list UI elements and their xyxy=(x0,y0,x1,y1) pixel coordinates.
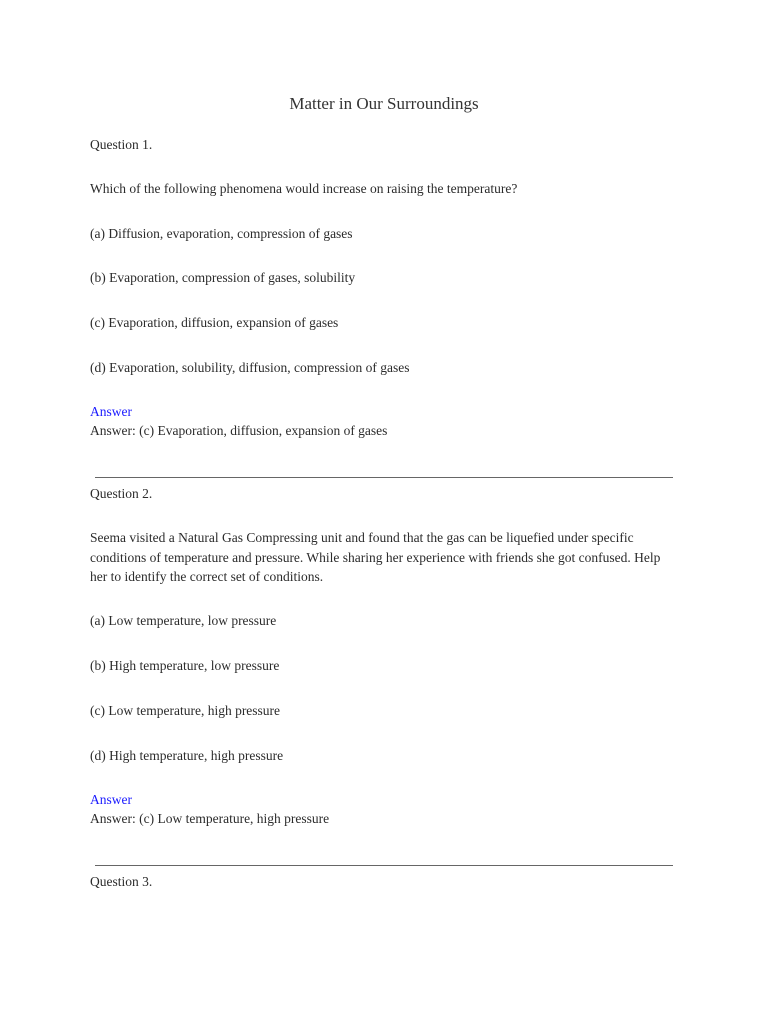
question-2-answer-text: Answer: (c) Low temperature, high pressure xyxy=(90,811,330,826)
question-2-option-c: (c) Low temperature, high pressure xyxy=(90,703,281,718)
question-1-text: Which of the following phenomena would increase on raising the temperature? xyxy=(90,181,518,196)
question-1-option-d: (d) Evaporation, solubility, diffusion, compression of gases xyxy=(90,360,410,375)
question-1-answer-text: Answer: (c) Evaporation, diffusion, expansion of gases xyxy=(90,423,388,438)
question-1-answer-link[interactable]: Answer xyxy=(90,404,132,419)
question-1-option-b: (b) Evaporation, compression of gases, solubility xyxy=(90,270,356,285)
question-2-label: Question 2. xyxy=(90,486,153,501)
question-2-option-d: (d) High temperature, high pressure xyxy=(90,748,284,763)
question-1-label: Question 1. xyxy=(90,137,153,152)
question-3-label: Question 3. xyxy=(90,874,153,889)
question-2-text-line-3: her to identify the correct set of conditions. xyxy=(90,569,324,584)
question-2-option-b: (b) High temperature, low pressure xyxy=(90,658,280,673)
question-1-option-c: (c) Evaporation, diffusion, expansion of gases xyxy=(90,315,339,330)
question-1-option-a: (a) Diffusion, evaporation, compression of gases xyxy=(90,226,353,241)
divider xyxy=(95,865,673,866)
question-2-text-line-1: Seema visited a Natural Gas Compressing unit and found that the gas can be liquefied under specific xyxy=(90,530,634,545)
question-2-text-line-2: conditions of temperature and pressure. While sharing her experience with friends she got confused. Help xyxy=(90,550,661,565)
question-2-answer-link[interactable]: Answer xyxy=(90,792,132,807)
divider xyxy=(95,477,673,478)
page-title: Matter in Our Surroundings xyxy=(289,94,479,113)
question-2-option-a: (a) Low temperature, low pressure xyxy=(90,613,277,628)
